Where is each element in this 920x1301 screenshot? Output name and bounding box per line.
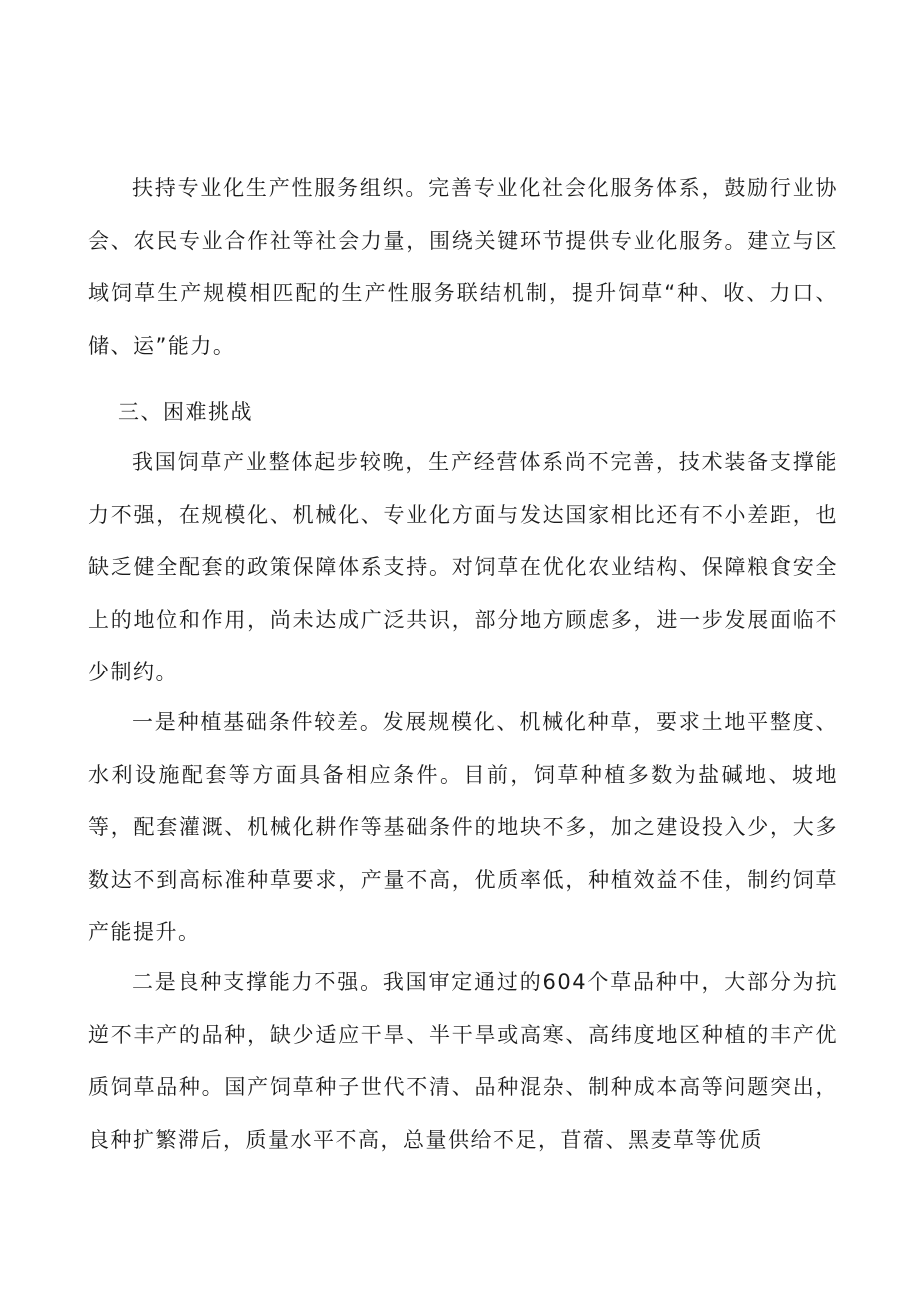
paragraph-industry-overview: 我国饲草产业整体起步较晚，生产经营体系尚不完善，技术装备支撑能力不强，在规模化、机械化、专业化方面与发达国家相比还有不小差距，也缺乏健全配套的政策保障体系支持。对饲草在优化农业结构、保障粮食安全上的地位和作用，尚未达成广泛共识，部分地方顾虑多，进一步发展面临不少制约。 xyxy=(88,450,838,684)
paragraph-planting-conditions: 一是种植基础条件较差。发展规模化、机械化种草，要求土地平整度、水利设施配套等方面具备相应条件。目前，饲草种植多数为盐碱地、坡地等，配套灌溉、机械化耕作等基础条件的地块不多，加之建设投入少，大多数达不到高标准种草要求，产量不高，优质率低，种植效益不佳，制约饲草产能提升。 xyxy=(88,710,838,944)
paragraph-service-organizations: 扶持专业化生产性服务组织。完善专业化社会化服务体系，鼓励行业协会、农民专业合作社等社会力量，围绕关键环节提供专业化服务。建立与区域饲草生产规模相匹配的生产性服务联结机制，提升饲草“种、收、力口、储、运”能力。 xyxy=(88,176,838,358)
paragraph-seed-support: 二是良种支撑能力不强。我国审定通过的604个草品种中，大部分为抗逆不丰产的品种，缺少适应干旱、半干旱或高寒、高纬度地区种植的丰产优质饲草品种。国产饲草种子世代不清、品种混杂、制种成本高等问题突出，良种扩繁滞后，质量水平不高，总量供给不足，苜蓿、黑麦草等优质 xyxy=(88,970,838,1152)
section-heading-difficulties: 三、困难挑战 xyxy=(118,400,253,424)
